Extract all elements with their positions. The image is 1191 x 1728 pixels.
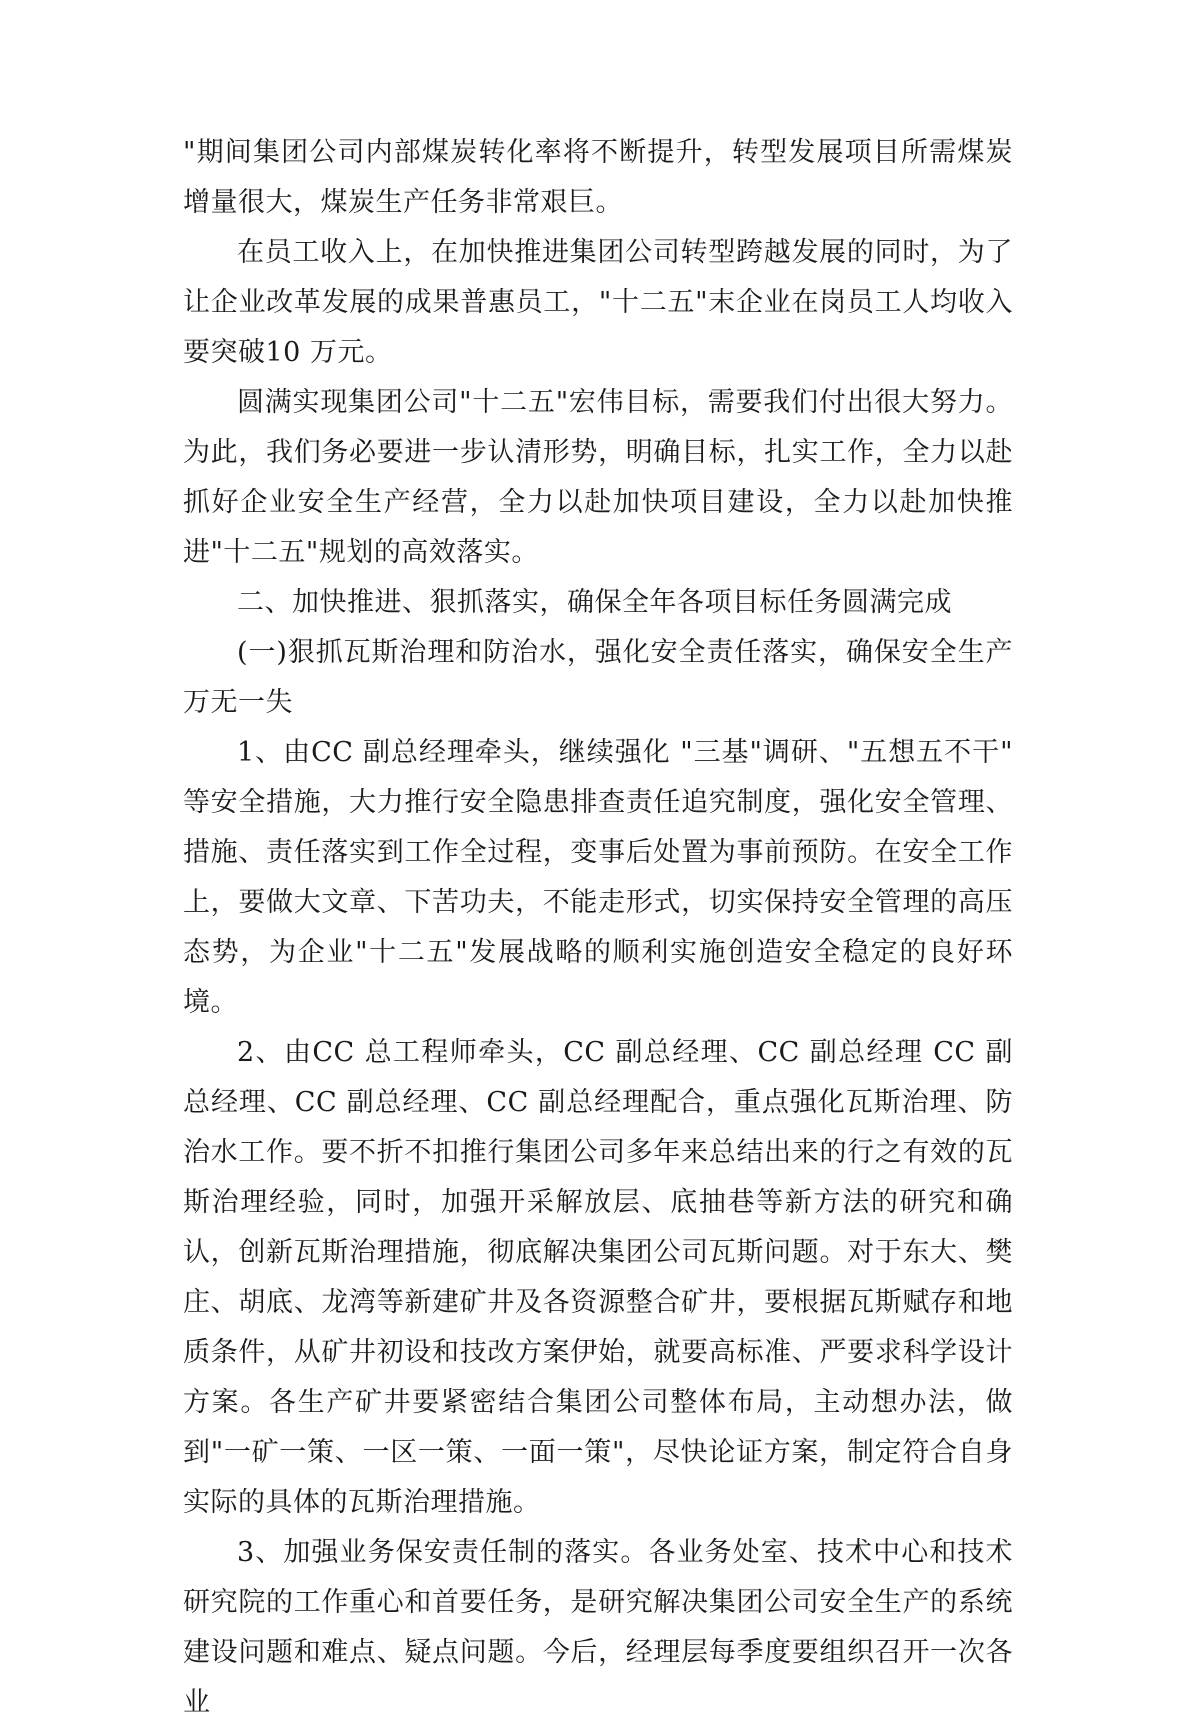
paragraph-item-2: 2、由CC 总工程师牵头，CC 副总经理、CC 副总经理 CC 副总经理、CC 副总经理、CC 副总经理配合，重点强化瓦斯治理、防治水工作。要不折不扣推行集团公司多年来总结出来的行之有效的瓦斯治理经验，同时，加强开采解放层、底抽巷等新方法的研究和确认，创新瓦斯治理措施，彻底解决集团公司瓦斯问题。对于东大、樊庄、胡底、龙湾等新建矿井及各资源整合矿井，要根据瓦斯赋存和地质条件，从矿井初设和技改方案伊始，就要高标准、严要求科学设计方案。各生产矿井要紧密结合集团公司整体布局，主动想办法，做到"一矿一策、一区一策、一面一策"，尽快论证方案，制定符合自身实际的具体的瓦斯治理措施。 xyxy=(183,1037,1013,1518)
subsection-heading-1: (一)狠抓瓦斯治理和防治水，强化安全责任落实，确保安全生产万无一失 xyxy=(183,637,1013,718)
paragraph-3: 圆满实现集团公司"十二五"宏伟目标，需要我们付出很大努力。为此，我们务必要进一步认清形势，明确目标，扎实工作，全力以赴抓好企业安全生产经营，全力以赴加快项目建设，全力以赴加快推进"十二五"规划的高效落实。 xyxy=(183,387,1013,568)
paragraph-1: "期间集团公司内部煤炭转化率将不断提升，转型发展项目所需煤炭增量很大，煤炭生产任务非常艰巨。 xyxy=(183,137,1013,218)
paragraph-item-3: 3、加强业务保安责任制的落实。各业务处室、技术中心和技术研究院的工作重心和首要任务，是研究解决集团公司安全生产的系统建设问题和难点、疑点问题。今后，经理层每季度要组织召开一次各业 xyxy=(183,1537,1013,1718)
paragraph-2: 在员工收入上，在加快推进集团公司转型跨越发展的同时，为了让企业改革发展的成果普惠员工，"十二五"末企业在岗员工人均收入要突破10 万元。 xyxy=(183,237,1013,368)
section-heading-2: 二、加快推进、狠抓落实，确保全年各项目标任务圆满完成 xyxy=(237,587,952,618)
document-body xyxy=(183,128,1013,1728)
paragraph-item-1: 1、由CC 副总经理牵头，继续强化 "三基"调研、"五想五不干" 等安全措施，大力推行安全隐患排查责任追究制度，强化安全管理、措施、责任落实到工作全过程，变事后处置为事前预防。在安全工作上，要做大文章、下苦功夫，不能走形式，切实保持安全管理的高压态势，为企业"十二五"发展战略的顺利实施创造安全稳定的良好环境。 xyxy=(183,737,1013,1018)
